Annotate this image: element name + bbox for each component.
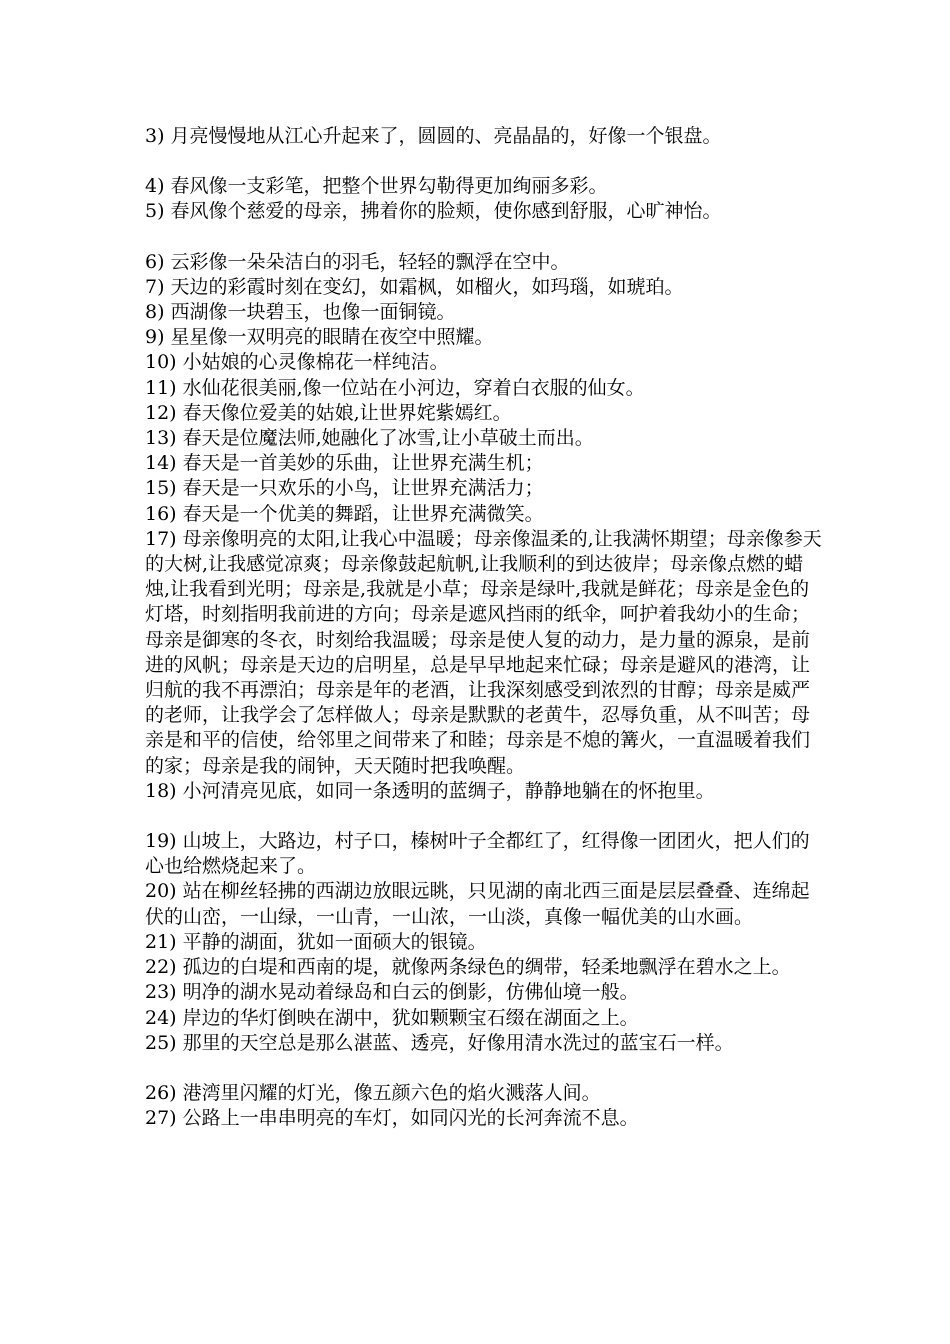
list-item: 24) 岸边的华灯倒映在湖中，犹如颗颗宝石缀在湖面之上。 xyxy=(145,1006,639,1029)
list-item: 27) 公路上一串串明亮的车灯，如同闪光的长河奔流不息。 xyxy=(145,1107,639,1130)
list-item: 13) 春天是位魔法师,她融化了冰雪,让小草破土而出。 xyxy=(145,427,594,450)
list-item: 23) 明净的湖水晃动着绿岛和白云的倒影，仿佛仙境一般。 xyxy=(145,981,639,1004)
list-item: 26) 港湾里闪耀的灯光，像五颜六色的焰火溅落人间。 xyxy=(145,1081,601,1104)
list-item: 21) 平静的湖面，犹如一面硕大的银镜。 xyxy=(145,930,487,953)
list-item: 4) 春风像一支彩笔，把整个世界勾勒得更加绚丽多彩。 xyxy=(145,175,608,198)
list-item: 12) 春天像位爱美的姑娘,让世界姹紫嫣红。 xyxy=(145,401,512,424)
list-item: 15) 春天是一只欢乐的小鸟，让世界充满活力； xyxy=(145,477,544,500)
list-item: 6) 云彩像一朵朵洁白的羽毛，轻轻的飘浮在空中。 xyxy=(145,250,570,273)
list-item: 14) 春天是一首美妙的乐曲，让世界充满生机； xyxy=(145,452,544,475)
list-item: 16) 春天是一个优美的舞蹈，让世界充满微笑。 xyxy=(145,502,544,525)
list-item: 22) 孤边的白堤和西南的堤，就像两条绿色的绸带，轻柔地飘浮在碧水之上。 xyxy=(145,956,791,979)
list-item: 5) 春风像个慈爱的母亲，拂着你的脸颊，使你感到舒服，心旷神怡。 xyxy=(145,200,722,223)
list-item: 20) 站在柳丝轻拂的西湖边放眼远眺，只见湖的南北西三面是层层叠叠、连绵起伏的山峦，一山绿，一山青，一山浓，一山淡，真像一幅优美的山水画。 xyxy=(145,880,810,928)
list-item: 19) 山坡上，大路边，村子口，榛树叶子全都红了，红得像一团团火，把人们的心也给燃烧起来了。 xyxy=(145,830,810,878)
list-item: 11) 水仙花很美丽,像一位站在小河边，穿着白衣服的仙女。 xyxy=(145,376,645,399)
document-body xyxy=(145,124,825,1131)
list-item: 17) 母亲像明亮的太阳,让我心中温暖；母亲像温柔的,让我满怀期望；母亲像参天的大树,让我感觉凉爽；母亲像鼓起航帆,让我顺利的到达彼岸；母亲像点燃的蜡烛,让我看到光明；母亲是,我就是小草；母亲是绿叶,我就是鲜花；母亲是金色的灯塔，时刻指明我前进的方向；母亲是遮风挡雨的纸伞，呵护着我幼小的生命；母亲是御寒的冬衣，时刻给我温暖；母亲是使人复的动力，是力量的源泉，是前进的风帆；母亲是天边的启明星，总是早早地起来忙碌；母亲是避风的港湾，让归航的我不再漂泊；母亲是年的老酒，让我深刻感受到浓烈的甘醇；母亲是威严的老师，让我学会了怎样做人；母亲是默默的老黄牛，忍辱负重，从不叫苦；母亲是和平的信使，给邻里之间带来了和睦；母亲是不熄的篝火，一直温暖着我们的家；母亲是我的闹钟，天天随时把我唤醒。 xyxy=(145,527,822,777)
list-item: 25) 那里的天空总是那么湛蓝、透亮，好像用清水洗过的蓝宝石一样。 xyxy=(145,1031,734,1054)
list-item: 3) 月亮慢慢地从江心升起来了，圆圆的、亮晶晶的，好像一个银盘。 xyxy=(145,125,722,147)
list-item: 18) 小河清亮见底，如同一条透明的蓝绸子，静静地躺在的怀抱里。 xyxy=(145,779,715,802)
list-item: 8) 西湖像一块碧玉，也像一面铜镜。 xyxy=(145,301,456,324)
list-item: 7) 天边的彩霞时刻在变幻，如霜枫，如榴火，如玛瑙，如琥珀。 xyxy=(145,275,684,298)
list-item: 10) 小姑娘的心灵像棉花一样纯洁。 xyxy=(145,351,449,374)
list-item: 9) 星星像一双明亮的眼睛在夜空中照耀。 xyxy=(145,326,494,349)
